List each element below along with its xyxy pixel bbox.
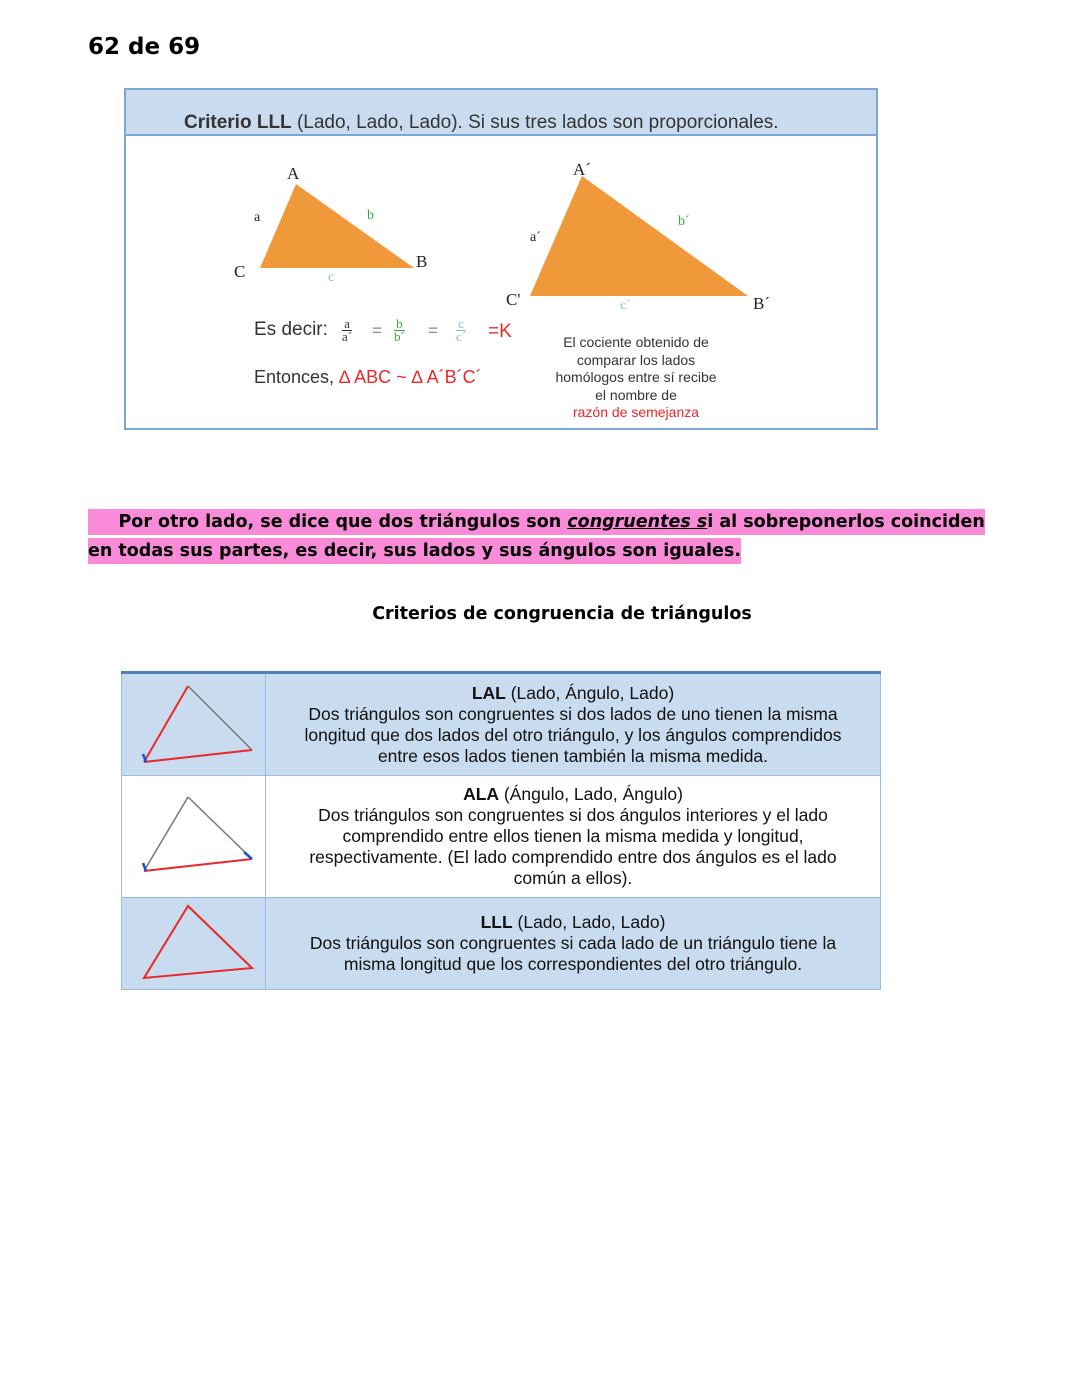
lll-description: LLL (Lado, Lado, Lado) Dos triángulos son congruentes si cada lado de un triángulo tiene la misma longitud que los correspondientes del otro triángulo. — [266, 898, 881, 990]
vertex-b-label: B — [416, 252, 428, 271]
criterion-row-ala — [122, 776, 881, 898]
side-c-prime-label: c´ — [620, 298, 631, 313]
fraction-a: $\frac{a}{a´}$ — [342, 316, 353, 344]
similarity-ratio-note: El cociente obtenido de comparar los lados homólogos entre sí recibe el nombre de razón de semejanza — [555, 334, 717, 420]
page-number: 62 de 69 — [88, 34, 201, 60]
lll-triangle-icon — [122, 898, 266, 990]
side-c-label: c — [328, 270, 335, 285]
vertex-a-prime-label: A´ — [573, 160, 591, 179]
criterion-row-lll — [122, 898, 881, 990]
figure-title: Criterio LLL (Lado, Lado, Lado). Si sus tres lados son proporcionales. — [184, 112, 779, 133]
congruence-criteria-table — [121, 671, 881, 990]
vertex-b-prime-label: B´ — [753, 294, 770, 313]
fraction-c: $\frac{c}{c´}$ — [456, 316, 467, 344]
triangle-abc — [260, 184, 414, 268]
triangle-abc-prime — [530, 176, 748, 296]
side-a-label: a — [254, 210, 261, 225]
side-b-prime-label: b´ — [678, 214, 690, 229]
fraction-b: $\frac{b}{b´}$ — [394, 316, 405, 344]
conclusion-line: Entonces, ∆ ABC ~ ∆ A´B´C´ — [254, 367, 482, 387]
vertex-c-label: C — [234, 262, 246, 281]
triangles-drawing — [126, 90, 880, 432]
ratio-constant: =K — [488, 321, 512, 342]
ala-description: ALA (Ángulo, Lado, Ángulo) Dos triángulos son congruentes si dos ángulos interiores y el lado comprendido entre ellos tienen la misma medida y longitud, respectivamente. (El lado comprendido entre dos ángulos es el lado común a ellos). — [266, 776, 881, 898]
criterion-row-lal — [122, 673, 881, 776]
vertex-c-prime-label: C' — [506, 290, 521, 309]
congruence-definition-paragraph: Por otro lado, se dice que dos triángulos son congruentes si al sobreponerlos coinciden en todas sus partes, es decir, sus lados y sus ángulos son iguales. — [88, 508, 992, 566]
vertex-a-label: A — [287, 164, 300, 183]
ala-triangle-icon — [122, 776, 266, 898]
similarity-figure — [124, 88, 878, 430]
lal-triangle-icon — [122, 673, 266, 776]
equals-sign: = — [372, 321, 382, 340]
side-b-label: b — [367, 208, 374, 223]
equals-sign: = — [428, 321, 438, 340]
side-a-prime-label: a´ — [530, 230, 541, 245]
lal-description: LAL (Lado, Ángulo, Lado) Dos triángulos son congruentes si dos lados de uno tienen la misma longitud que dos lados del otro triángulo, y los ángulos comprendidos entre esos lados tienen también la misma medida. — [266, 673, 881, 776]
section-title: Criterios de congruencia de triángulos — [372, 604, 752, 624]
es-decir-label: Es decir: — [254, 319, 328, 340]
